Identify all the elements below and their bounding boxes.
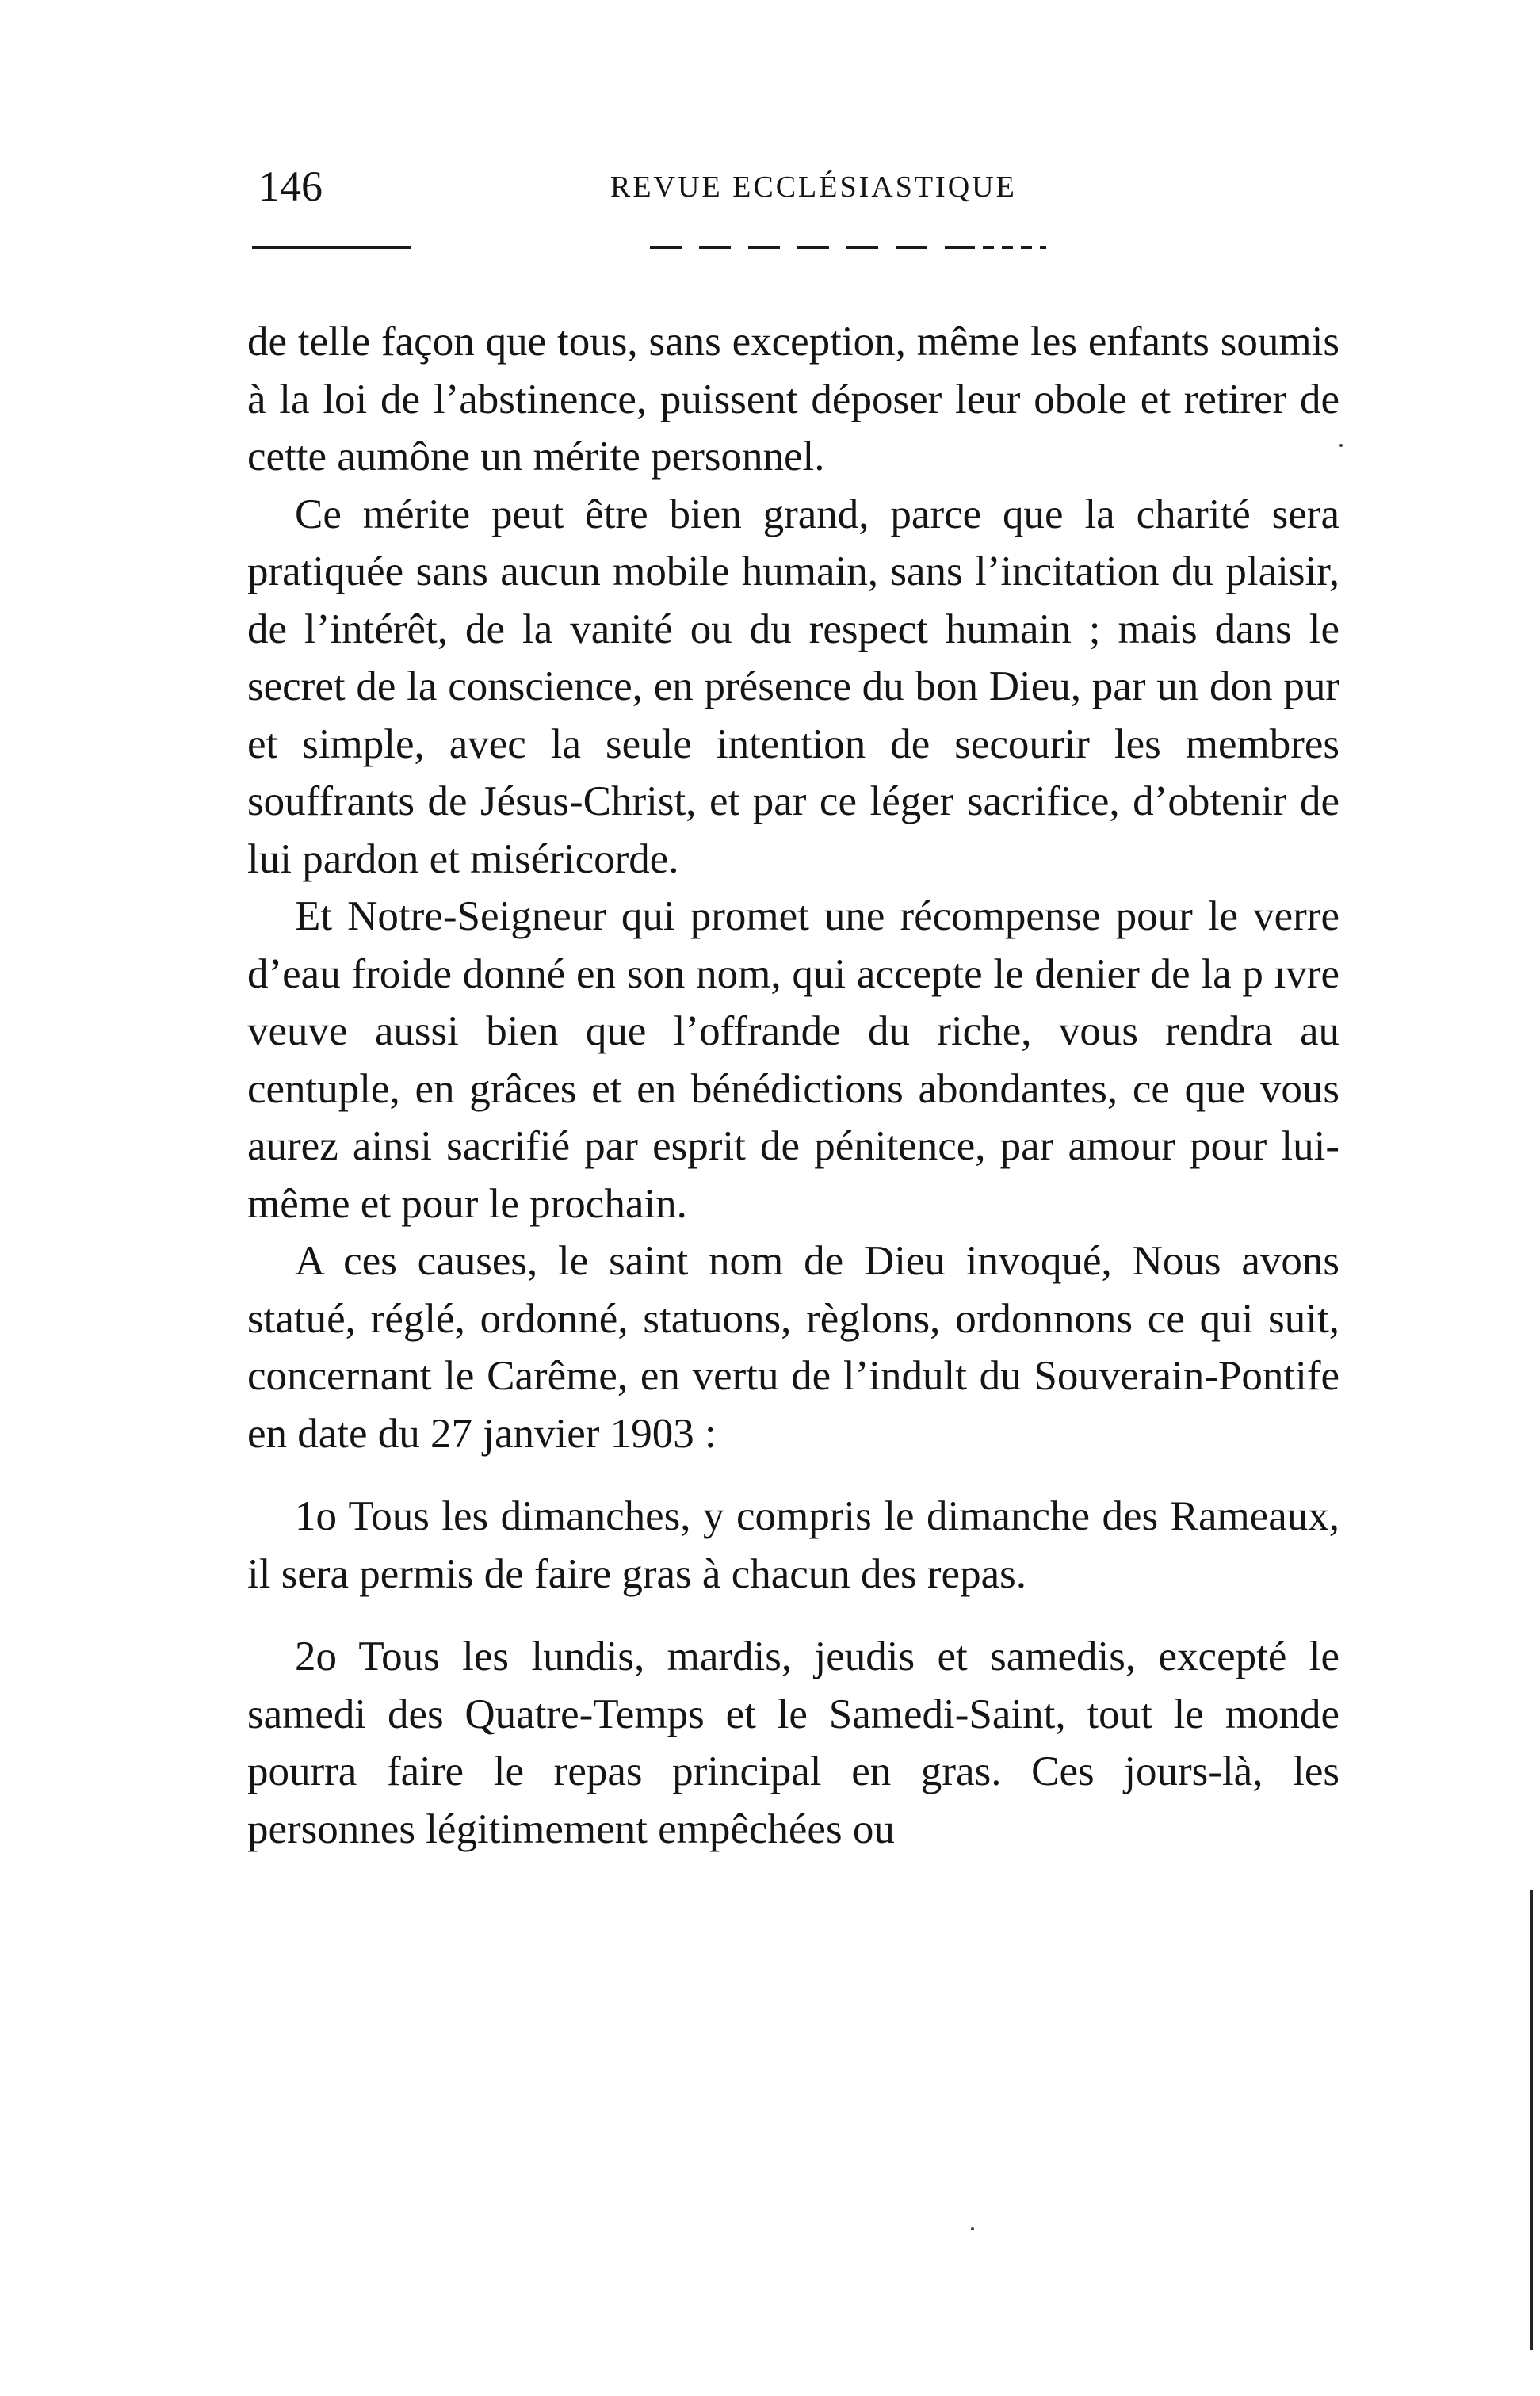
paragraph: Ce mérite peut être bien grand, parce que la charité sera pratiquée sans aucun mobile humain, sans l’incitation du plaisir, de l’intérêt, de la vanité ou du respect humain ; mais dans le secret de la conscience, en présence du bon Dieu, par un don pur et simple, avec la seule intention de secourir les membres souffrants de Jésus-Christ, et par ce léger sacrifice, d’obtenir de lui pardon et miséricorde. bbox=[247, 491, 1339, 882]
ordinance-item: 2o Tous les lundis, mardis, jeudis et samedis, excepté le samedi des Quatre-Temps et le Samedi-Saint, tout le monde pourra faire le repas principal en gras. Ces jours-là, les personnes légitimement empêchées ou bbox=[247, 1634, 1339, 1852]
header-rule-dashed bbox=[650, 246, 975, 249]
paragraph: Et Notre-Seigneur qui promet une récompense pour le verre d’eau froide donné en son nom, qui accepte le denier de la p ıvre veuve aussi bien que l’offrande du riche, vous rendra au centuple, en grâces et en bénédictions abondantes, ce que vous aurez ainsi sacrifié par esprit de pénitence, par amour pour lui-même et pour le prochain. bbox=[247, 893, 1339, 1227]
journal-title: REVUE ECCLÉSIASTIQUE bbox=[610, 170, 1017, 204]
scan-edge-line bbox=[1530, 1890, 1533, 2350]
header-rule-right bbox=[983, 246, 1046, 249]
header-rule-left bbox=[252, 246, 411, 249]
body-text bbox=[247, 313, 1339, 1858]
paragraph: A ces causes, le saint nom de Dieu invoqué, Nous avons statué, réglé, ordonné, statuons, règlons, ordonnons ce qui suit, concernant le Carême, en vertu de l’indult du Souverain-Pontife en date du 27 janvier 1903 : bbox=[247, 1238, 1339, 1457]
running-head bbox=[247, 159, 1337, 214]
scan-speck bbox=[971, 2227, 974, 2230]
ordinance-item: 1o Tous les dimanches, y compris le dimanche des Rameaux, il sera permis de faire gras à chacun des repas. bbox=[247, 1493, 1339, 1597]
page-number: 146 bbox=[258, 162, 323, 210]
paragraph-continuation: de telle façon que tous, sans exception, même les enfants soumis à la loi de l’abstinence, puissent déposer leur obole et retirer de cette aumône un mérite personnel. bbox=[247, 319, 1339, 480]
scan-speck bbox=[1339, 444, 1343, 447]
